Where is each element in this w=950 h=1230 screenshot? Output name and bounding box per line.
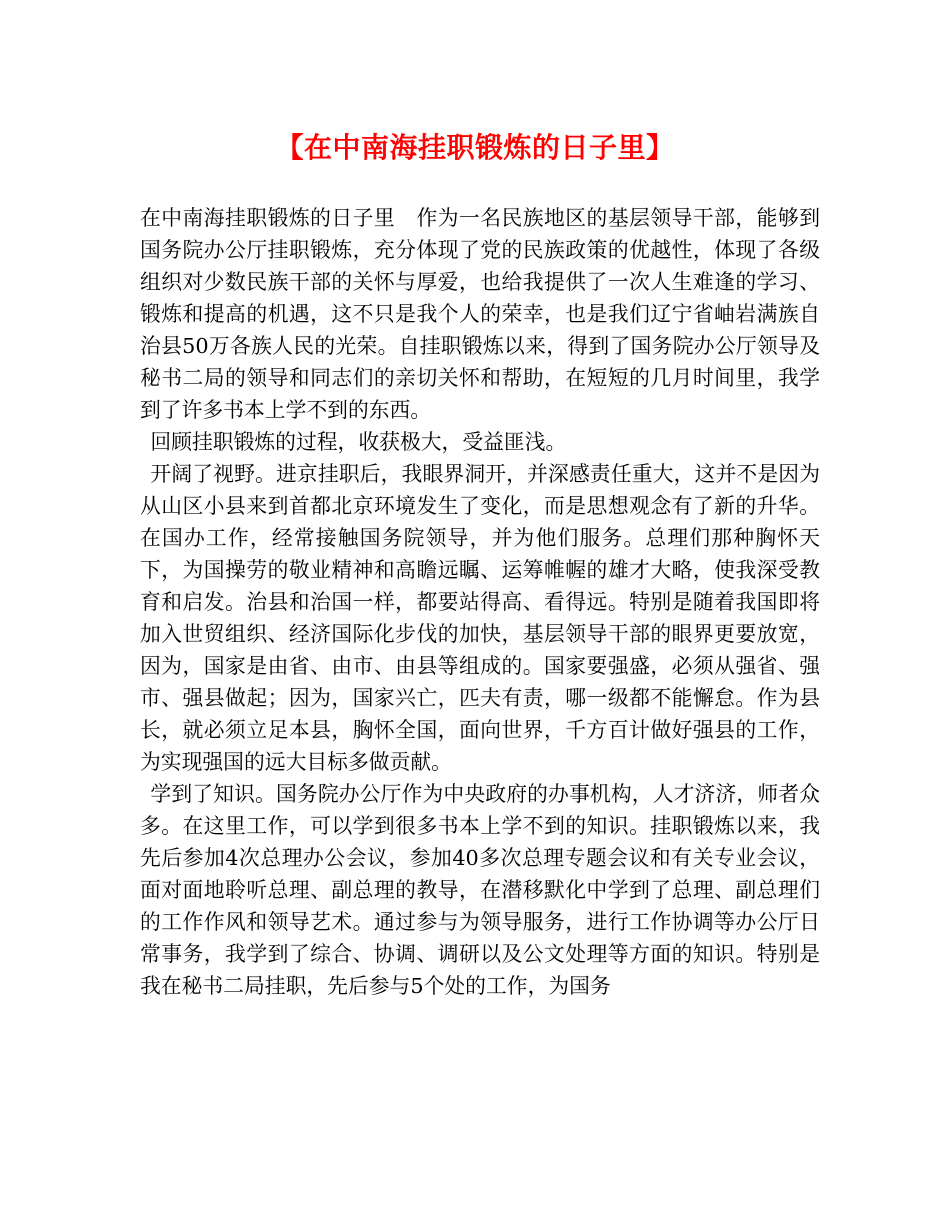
paragraph-broadened-vision: 开阔了视野。进京挂职后，我眼界洞开，并深感责任重大，这并不是因为从山区小县来到首都北京环境发生了变化，而是思想观念有了新的升华。在国办工作，经常接触国务院领导，并为他们服务。总理们那种胸怀天下，为国操劳的敬业精神和高瞻远瞩、运筹帷幄的雄才大略，使我深受教育和启发。治县和治国一样，都要站得高、看得远。特别是随着我国即将加入世贸组织、经济国际化步伐的加快，基层领导干部的眼界更要放宽，因为，国家是由省、由市、由县等组成的。国家要强盛，必须从强省、强市、强县做起；因为，国家兴亡，匹夫有责，哪一级都不能懈怠。作为县长，就必须立足本县，胸怀全国，面向世界，千方百计做好强县的工作，为实现强国的远大目标多做贡献。 <box>140 462 820 774</box>
document-body <box>140 202 820 1002</box>
paragraph-intro: 在中南海挂职锻炼的日子里 作为一名民族地区的基层领导干部，能够到国务院办公厅挂职锻炼，充分体现了党的民族政策的优越性，体现了各级组织对少数民族干部的关怀与厚爱，也给我提供了一次人生难逢的学习、锻炼和提高的机遇，这不只是我个人的荣幸，也是我们辽宁省岫岩满族自治县50万各族人民的光荣。自挂职锻炼以来，得到了国务院办公厅领导及秘书二局的领导和同志们的亲切关怀和帮助，在短短的几月时间里，我学到了许多书本上学不到的东西。 <box>140 206 820 422</box>
paragraph-gained-knowledge: 学到了知识。国务院办公厅作为中央政府的办事机构，人才济济，师者众多。在这里工作，可以学到很多书本上学不到的知识。挂职锻炼以来，我先后参加4次总理办公会议，参加40多次总理专题会议和有关专业会议，面对面地聆听总理、副总理的教导，在潜移默化中学到了总理、副总理们的工作作风和领导艺术。通过参与为领导服务，进行工作协调等办公厅日常事务，我学到了综合、协调、调研以及公文处理等方面的知识。特别是我在秘书二局挂职，先后参与5个处的工作，为国务 <box>140 782 820 998</box>
document-title: 【在中南海挂职锻炼的日子里】 <box>275 131 675 164</box>
paragraph-review: 回顾挂职锻炼的过程，收获极大，受益匪浅。 <box>150 430 567 454</box>
